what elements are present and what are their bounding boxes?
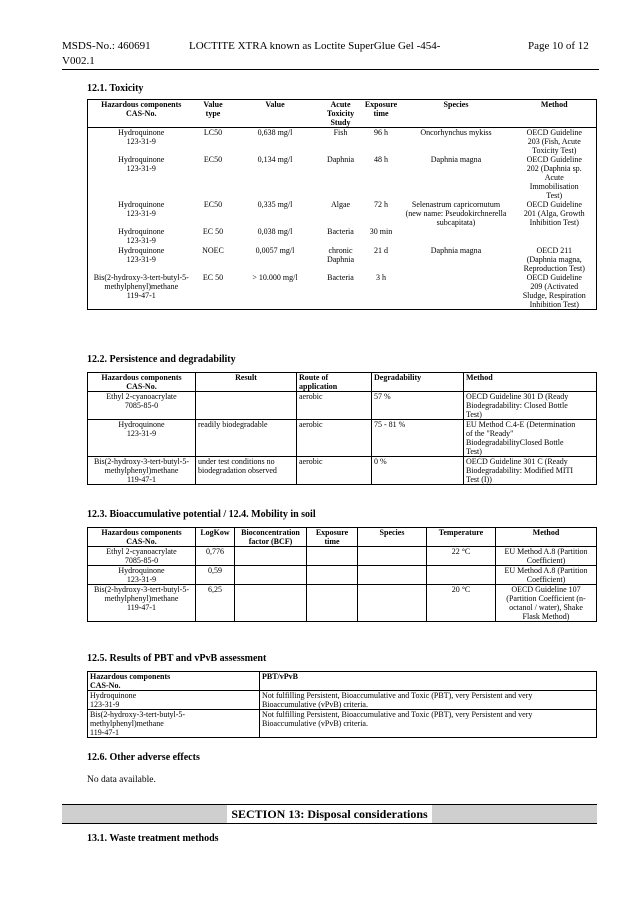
table-cell: 48 h — [374, 155, 388, 165]
table-cell: 0,134 mg/l — [257, 155, 293, 165]
table-cell: Bacteria — [327, 272, 354, 282]
table-cell: 3 h — [376, 272, 386, 282]
persistence-column-header: Degradability — [372, 373, 464, 392]
table-cell: readily biodegradable — [196, 420, 297, 457]
table-cell: NOEC — [202, 245, 224, 255]
table-cell: Bis(2-hydroxy-3-tert-butyl-5- methylphenyl)methane 119-47-1 — [88, 585, 196, 622]
version: V002.1 — [62, 55, 95, 67]
toxicity-column-header: Exposure time — [363, 100, 400, 128]
toxicity-header-row — [88, 100, 597, 128]
section-12-1-title: 12.1. Toxicity — [87, 83, 144, 94]
table-cell: aerobic — [297, 420, 372, 457]
table-cell: 0,776 — [196, 547, 235, 566]
table-cell: 22 °C — [427, 547, 496, 566]
table-cell — [400, 227, 513, 245]
table-cell: EC 50 — [202, 227, 224, 237]
table-cell: OECD Guideline 209 (Activated Sludge, Respiration Inhibition Test) — [522, 272, 586, 309]
table-cell: 96 h — [374, 128, 388, 138]
table-cell: 0,638 mg/l — [257, 128, 293, 138]
table-cell: EU Method A.8 (Partition Coefficient) — [496, 547, 597, 566]
table-row — [88, 585, 597, 622]
table-cell: Algae — [330, 200, 351, 210]
msds-number: MSDS-No.: 460691 — [62, 40, 151, 52]
table-cell: 0,59 — [196, 566, 235, 585]
table-cell: Hydroquinone 123-31-9 — [118, 245, 165, 264]
table-cell: Fish — [333, 128, 348, 138]
table-cell: OECD Guideline 202 (Daphnia sp. Acute Immobilisation Test) — [526, 155, 582, 201]
table-cell: 72 h — [374, 200, 388, 210]
table-cell: Daphnia magna — [430, 155, 482, 165]
section-12-5-title: 12.5. Results of PBT and vPvB assessment — [87, 653, 267, 664]
table-row — [88, 200, 597, 227]
persistence-column-header: Result — [196, 373, 297, 392]
persistence-header-row — [88, 373, 597, 392]
table-cell — [235, 585, 307, 622]
table-cell: Hydroquinone 123-31-9 — [88, 691, 260, 710]
bioaccumulative-column-header: Bioconcentration factor (BCF) — [235, 528, 307, 547]
table-cell: chronic Daphnia — [326, 245, 355, 264]
table-row — [88, 710, 597, 738]
table-cell: Bacteria — [327, 227, 354, 237]
section-13-1-title: 13.1. Waste treatment methods — [87, 833, 219, 844]
toxicity-column-header: Species — [400, 100, 513, 128]
table-cell: Oncorhynchus mykiss — [420, 128, 492, 138]
table-cell: Hydroquinone 123-31-9 — [88, 420, 196, 457]
table-cell — [307, 585, 358, 622]
table-cell — [235, 547, 307, 566]
table-cell: Hydroquinone 123-31-9 — [118, 200, 165, 219]
bioaccumulative-table — [87, 527, 597, 622]
table-cell: Hydroquinone 123-31-9 — [118, 227, 165, 246]
table-cell: 0,0057 mg/l — [255, 245, 295, 255]
table-row — [88, 457, 597, 485]
table-row — [88, 128, 597, 156]
persistence-table — [87, 372, 597, 485]
pbt-column-header: PBT/vPvB — [260, 672, 597, 691]
table-cell: under test conditions no biodegradation observed — [196, 457, 297, 485]
table-row — [88, 392, 597, 420]
table-cell: EU Method A.8 (Partition Coefficient) — [496, 566, 597, 585]
table-row — [88, 547, 597, 566]
table-cell: 6,25 — [196, 585, 235, 622]
table-cell: 57 % — [372, 392, 464, 420]
persistence-column-header: Route of application — [297, 373, 372, 392]
table-cell: OECD Guideline 201 (Alga, Growth Inhibition Test) — [523, 200, 585, 228]
pbt-body — [88, 691, 597, 738]
toxicity-column-header: Acute Toxicity Study — [319, 100, 363, 128]
bioaccumulative-column-header: LogKow — [196, 528, 235, 547]
persistence-column-header: Hazardous components CAS-No. — [88, 373, 196, 392]
section-12-6-title: 12.6. Other adverse effects — [87, 752, 200, 763]
table-cell: Bis(2-hydroxy-3-tert-butyl-5- methylphenyl)methane 119-47-1 — [93, 272, 189, 300]
table-cell: Daphnia — [326, 155, 355, 165]
pbt-table — [87, 671, 597, 738]
table-cell: aerobic — [297, 392, 372, 420]
product-title: LOCTITE XTRA known as Loctite SuperGlue Gel -454- — [189, 40, 441, 52]
bioaccumulative-body — [88, 547, 597, 622]
toxicity-column-header: Value — [232, 100, 319, 128]
toxicity-table — [87, 99, 597, 310]
bioaccumulative-column-header: Method — [496, 528, 597, 547]
table-row — [88, 227, 597, 245]
section-12-3-title: 12.3. Bioaccumulative potential / 12.4. Mobility in soil — [87, 509, 316, 520]
table-cell: Not fulfilling Persistent, Bioaccumulative and Toxic (PBT), very Persistent and very Bioaccumulative (vPvB) criteria. — [260, 691, 597, 710]
table-cell: EC 50 — [202, 272, 224, 282]
bioaccumulative-column-header: Temperature — [427, 528, 496, 547]
table-cell: Daphnia magna — [430, 245, 482, 255]
table-row — [88, 420, 597, 457]
table-cell: Bis(2-hydroxy-3-tert-butyl-5- methylphenyl)methane 119-47-1 — [88, 457, 196, 485]
table-cell — [358, 585, 427, 622]
table-cell: Selenastrum capricornutum (new name: Pseudokirchnerella subcapitata) — [405, 200, 507, 228]
table-cell: OECD Guideline 301 D (Ready Biodegradability: Closed Bottle Test) — [464, 392, 597, 420]
toxicity-column-header: Value type — [195, 100, 232, 128]
table-cell — [427, 566, 496, 585]
table-cell: 0 % — [372, 457, 464, 485]
other-effects-text: No data available. — [87, 775, 156, 785]
table-cell: Ethyl 2-cyanoacrylate 7085-85-0 — [88, 392, 196, 420]
table-cell — [358, 566, 427, 585]
table-cell: OECD Guideline 203 (Fish, Acute Toxicity Test) — [526, 128, 582, 156]
table-cell: OECD Guideline 107 (Partition Coefficient (n- octanol / water), Shake Flask Method) — [496, 585, 597, 622]
table-cell: aerobic — [297, 457, 372, 485]
table-cell — [358, 547, 427, 566]
table-cell: Hydroquinone 123-31-9 — [118, 155, 165, 174]
pbt-header-row — [88, 672, 597, 691]
section-13-title: SECTION 13: Disposal considerations — [227, 805, 431, 823]
bioaccumulative-column-header: Hazardous components CAS-No. — [88, 528, 196, 547]
table-cell: > 10.000 mg/l — [252, 272, 298, 282]
table-cell — [400, 273, 513, 310]
bioaccumulative-header-row — [88, 528, 597, 547]
table-cell: OECD 211 (Daphnia magna, Reproduction Test) — [523, 245, 585, 273]
table-cell: Hydroquinone 123-31-9 — [88, 566, 196, 585]
persistence-column-header: Method — [464, 373, 597, 392]
page-number: Page 10 of 12 — [528, 40, 589, 52]
section-13-bar — [62, 804, 597, 824]
table-cell — [307, 547, 358, 566]
table-row — [88, 273, 597, 310]
table-cell: Bis(2-hydroxy-3-tert-butyl-5- methylphenyl)methane 119-47-1 — [88, 710, 260, 738]
table-cell: EU Method C.4-E (Determination of the "Ready" BiodegradabilityClosed Bottle Test) — [464, 420, 597, 457]
bioaccumulative-column-header: Species — [358, 528, 427, 547]
table-cell: EC50 — [203, 200, 223, 210]
table-cell — [513, 227, 597, 245]
table-cell: 21 d — [374, 245, 388, 255]
table-cell: Hydroquinone 123-31-9 — [118, 128, 165, 147]
bioaccumulative-column-header: Exposure time — [307, 528, 358, 547]
table-cell — [307, 566, 358, 585]
table-cell: OECD Guideline 301 C (Ready Biodegradability: Modified MITI Test (I)) — [464, 457, 597, 485]
table-cell: LC50 — [203, 128, 223, 138]
table-cell: Not fulfilling Persistent, Bioaccumulative and Toxic (PBT), very Persistent and very Bioaccumulative (vPvB) criteria. — [260, 710, 597, 738]
table-cell: 75 - 81 % — [372, 420, 464, 457]
pbt-column-header: Hazardous components CAS-No. — [88, 672, 260, 691]
table-row — [88, 155, 597, 200]
table-cell: 0,038 mg/l — [257, 227, 293, 237]
toxicity-column-header: Method — [513, 100, 597, 128]
table-cell — [235, 566, 307, 585]
table-row — [88, 691, 597, 710]
table-cell: EC50 — [203, 155, 223, 165]
toxicity-body — [88, 128, 597, 310]
table-row — [88, 566, 597, 585]
table-cell: 20 °C — [427, 585, 496, 622]
table-row — [88, 246, 597, 273]
toxicity-column-header: Hazardous components CAS-No. — [88, 100, 195, 128]
section-12-2-title: 12.2. Persistence and degradability — [87, 354, 236, 365]
table-cell: Ethyl 2-cyanoacrylate 7085-85-0 — [88, 547, 196, 566]
persistence-body — [88, 392, 597, 485]
header-rule — [62, 69, 599, 70]
table-cell: 0,335 mg/l — [257, 200, 293, 210]
table-cell — [196, 392, 297, 420]
table-cell: 30 min — [369, 227, 393, 237]
